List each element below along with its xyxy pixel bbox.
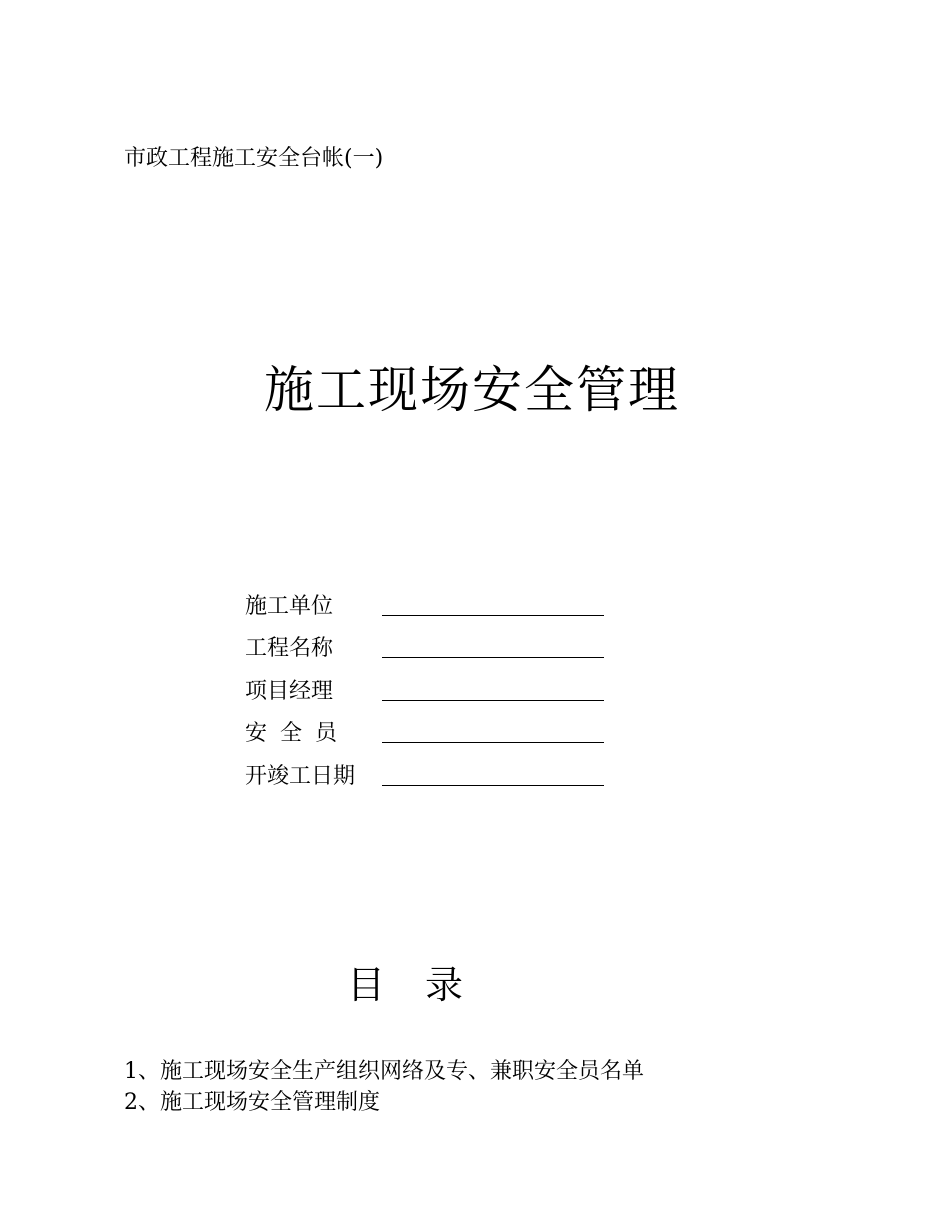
- cover-title: 施工现场安全管理: [264, 361, 680, 419]
- toc-heading-char: 目: [347, 963, 386, 1007]
- toc-heading: [347, 954, 463, 1009]
- toc-item: 2、施工现场安全管理制度: [124, 1090, 380, 1115]
- field-row-construction-unit: [245, 589, 625, 619]
- field-label-construction-unit: 施工单位: [245, 594, 334, 619]
- field-label-project-manager: 项目经理: [245, 679, 334, 704]
- field-blank-project-manager[interactable]: [382, 700, 604, 701]
- field-row-safety-officer: [245, 716, 625, 746]
- field-label-safety-officer: 安 全 员: [245, 721, 337, 746]
- field-row-start-end-date: [245, 759, 625, 789]
- document-series-title: 市政工程施工安全台帐(一): [124, 146, 384, 171]
- field-row-project-name: [245, 631, 625, 661]
- field-label-project-name: 工程名称: [245, 636, 334, 661]
- toc-list: [124, 1056, 644, 1118]
- toc-item: 1、施工现场安全生产组织网络及专、兼职安全员名单: [124, 1059, 644, 1084]
- field-row-project-manager: [245, 674, 625, 704]
- toc-heading-char: 录: [425, 963, 464, 1007]
- field-blank-start-end-date[interactable]: [382, 785, 604, 786]
- field-blank-construction-unit[interactable]: [382, 615, 604, 616]
- field-blank-safety-officer[interactable]: [382, 742, 604, 743]
- field-label-start-end-date: 开竣工日期: [245, 764, 356, 789]
- field-blank-project-name[interactable]: [382, 657, 604, 658]
